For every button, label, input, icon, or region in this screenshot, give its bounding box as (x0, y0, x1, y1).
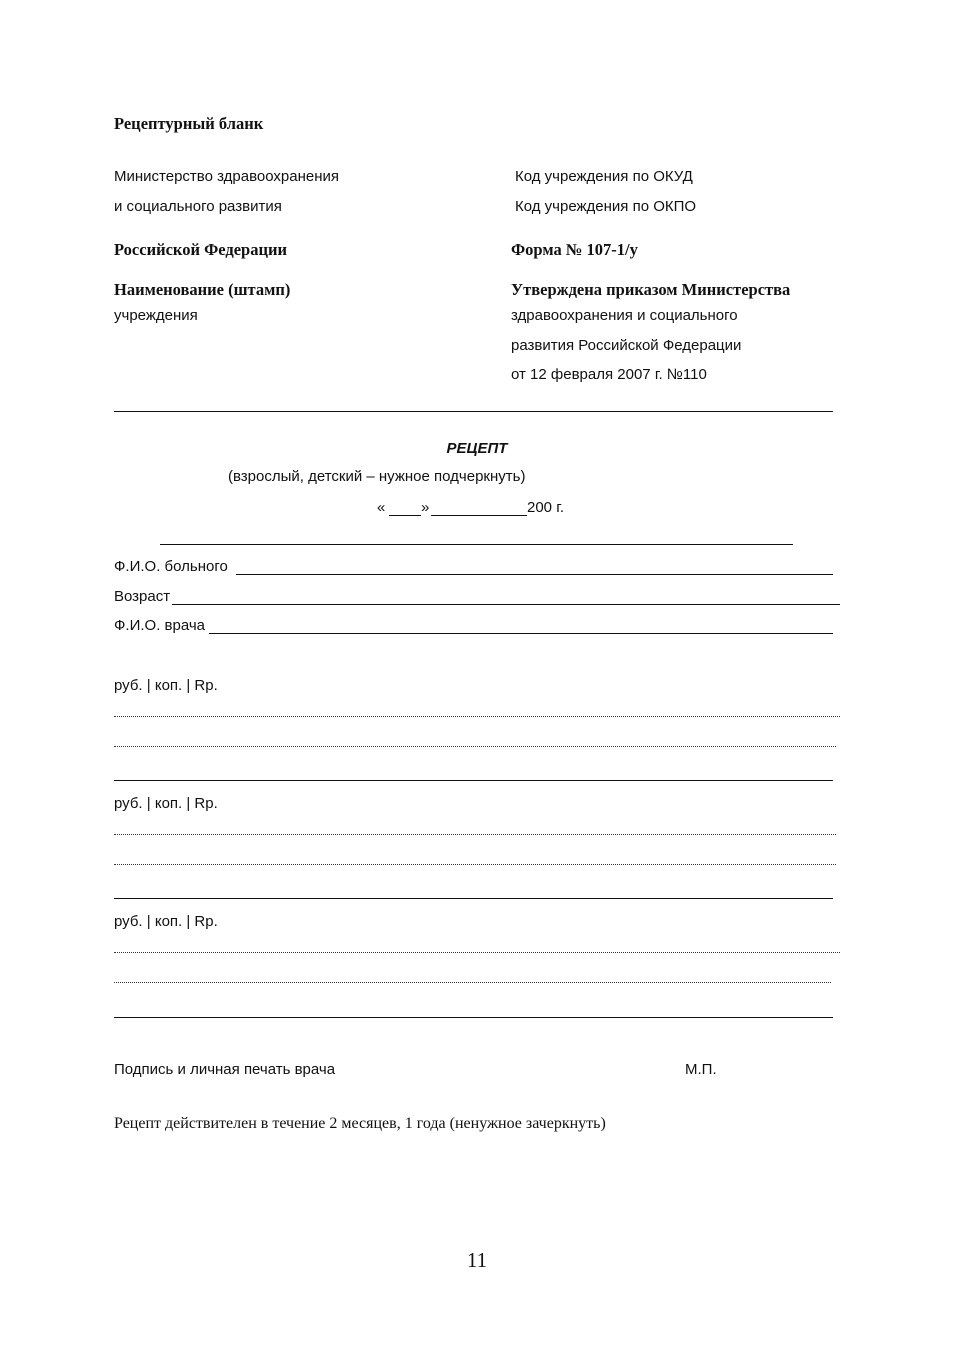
rx-1-line-1[interactable] (114, 716, 840, 717)
patient-name-field[interactable] (236, 574, 833, 575)
rx-label-2: руб. | коп. | Rp. (114, 795, 218, 812)
date-month-blank[interactable] (431, 515, 527, 516)
seal-label: М.П. (685, 1061, 717, 1078)
rx-2-line-2[interactable] (114, 864, 836, 865)
rx-label-3: руб. | коп. | Rp. (114, 913, 218, 930)
rx-2-line-1[interactable] (114, 834, 836, 835)
recipe-title: РЕЦЕПТ (446, 440, 508, 457)
rx-3-divider (114, 1017, 833, 1018)
approved-line-1: здравоохранения и социального (511, 307, 738, 324)
approved-line-3: от 12 февраля 2007 г. №110 (511, 366, 707, 383)
patient-name-label: Ф.И.О. больного (114, 558, 228, 575)
okud-code-label: Код учреждения по ОКУД (515, 168, 693, 185)
approved-title: Утверждена приказом Министерства (511, 280, 791, 299)
doctor-name-field[interactable] (209, 633, 833, 634)
doctor-name-label: Ф.И.О. врача (114, 617, 206, 634)
recipe-subtitle: (взрослый, детский – нужное подчеркнуть) (228, 468, 526, 485)
ministry-line-3: Российской Федерации (114, 240, 287, 259)
stamp-title: Наименование (штамп) (114, 280, 291, 299)
rx-1-line-2[interactable] (114, 746, 836, 747)
age-field[interactable] (172, 604, 840, 605)
stamp-subtitle: учреждения (114, 307, 198, 324)
rx-3-line-1[interactable] (114, 952, 840, 953)
date-quote-close: » (421, 499, 430, 516)
page-number: 11 (466, 1248, 488, 1272)
rx-3-line-2[interactable] (114, 982, 831, 983)
age-label: Возраст (114, 588, 171, 605)
form-number: Форма № 107-1/у (511, 240, 638, 259)
date-quote-open: « (377, 499, 386, 516)
signature-label: Подпись и личная печать врача (114, 1061, 336, 1078)
rx-label-1: руб. | коп. | Rp. (114, 677, 218, 694)
okpo-code-label: Код учреждения по ОКПО (515, 198, 697, 215)
date-day-blank[interactable] (389, 515, 421, 516)
ministry-line-1: Министерство здравоохранения (114, 168, 339, 185)
date-year: 200 г. (527, 499, 565, 516)
rx-2-divider (114, 898, 833, 899)
validity-note: Рецепт действителен в течение 2 месяцев, 1 года (ненужное зачеркнуть) (114, 1115, 606, 1132)
form-title: Рецептурный бланк (114, 114, 264, 133)
date-divider (160, 544, 793, 545)
ministry-line-2: и социального развития (114, 198, 282, 215)
header-divider (114, 411, 833, 412)
approved-line-2: развития Российской Федерации (511, 337, 742, 354)
rx-1-divider (114, 780, 833, 781)
